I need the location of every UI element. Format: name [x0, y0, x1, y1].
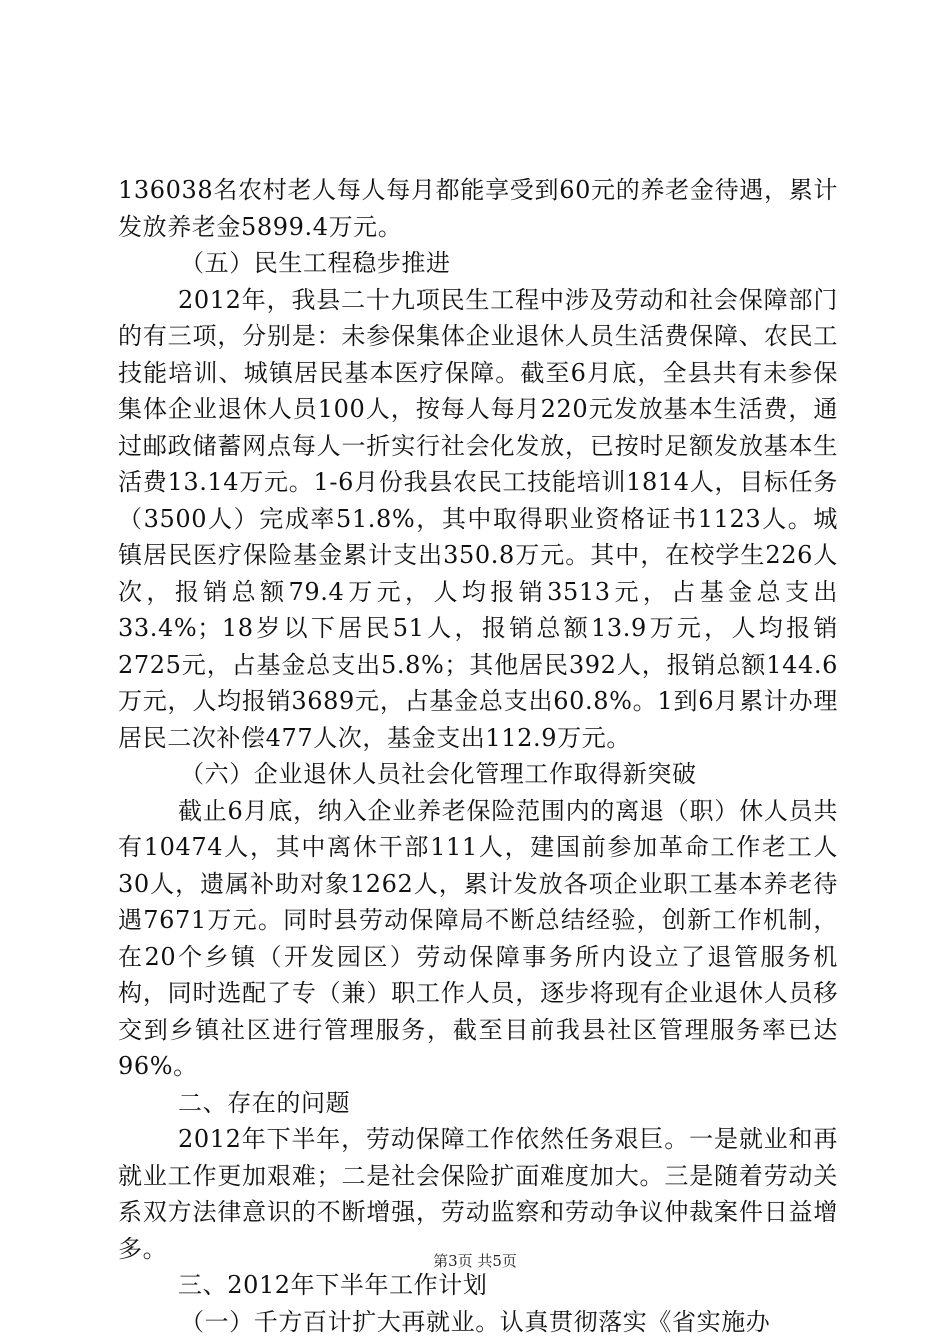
paragraph-retiree-management: 截止6月底，纳入企业养老保险范围内的离退（职）休人员共有10474人，其中离休干部111人，建国前参加革命工作老工人30人，遗属补助对象1262人，累计发放各项企业职工基本养老待遇7671万元。同时县劳动保障局不断总结经验，创新工作机制，在20个乡镇（开发园区）劳动保障事务所内设立了退管服务机构，同时选配了专（兼）职工作人员，逐步将现有企业退休人员移交到乡镇社区进行管理服务，截至目前我县社区管理服务率已达96%。 — [118, 796, 838, 1080]
section-heading-six: （六）企业退休人员社会化管理工作取得新突破 — [180, 760, 697, 788]
section-heading-five: （五）民生工程稳步推进 — [180, 249, 451, 277]
paragraph-work-plan-first: （一）千方百计扩大再就业。认真贯彻落实《省实施办 — [180, 1307, 771, 1336]
section-heading-problems: 二、存在的问题 — [178, 1088, 351, 1117]
page-footer: 第3页 共5页 — [433, 1252, 517, 1270]
document-body — [118, 172, 838, 1340]
paragraph-problems: 2012年下半年，劳动保障工作依然任务艰巨。一是就业和再就业工作更加艰难；二是社会保险扩面难度加大。三是随着劳动关系双方法律意识的不断增强，劳动监察和劳动争议仲裁案件日益增多。 — [118, 1125, 838, 1263]
section-heading-work-plan: 三、2012年下半年工作计划 — [178, 1271, 488, 1299]
paragraph-livelihood-projects: 2012年，我县二十九项民生工程中涉及劳动和社会保障部门的有三项，分别是：未参保集体企业退休人员生活费保障、农民工技能培训、城镇居民基本医疗保障。截至6月底，全县共有未参保集体企业退休人员100人，按每人每月220元发放基本生活费，通过邮政储蓄网点每人一折实行社会化发放，已按时足额发放基本生活费13.14万元。1-6月份我县农民工技能培训1814人，目标任务（3500人）完成率51.8%，其中取得职业资格证书1123人。城镇居民医疗保险基金累计支出350.8万元。其中，在校学生226人次，报销总额79.4万元，人均报销3513元，占基金总支出33.4%；18岁以下居民51人，报销总额13.9万元，人均报销2725元，占基金总支出5.8%；其他居民392人，报销总额144.6万元，人均报销3689元，占基金总支出60.8%。1到6月累计办理居民二次补偿477人次，基金支出112.9万元。 — [118, 285, 838, 752]
paragraph-continuation: 136038名农村老人每人每月都能享受到60元的养老金待遇，累计发放养老金5899.4万元。 — [118, 176, 838, 241]
